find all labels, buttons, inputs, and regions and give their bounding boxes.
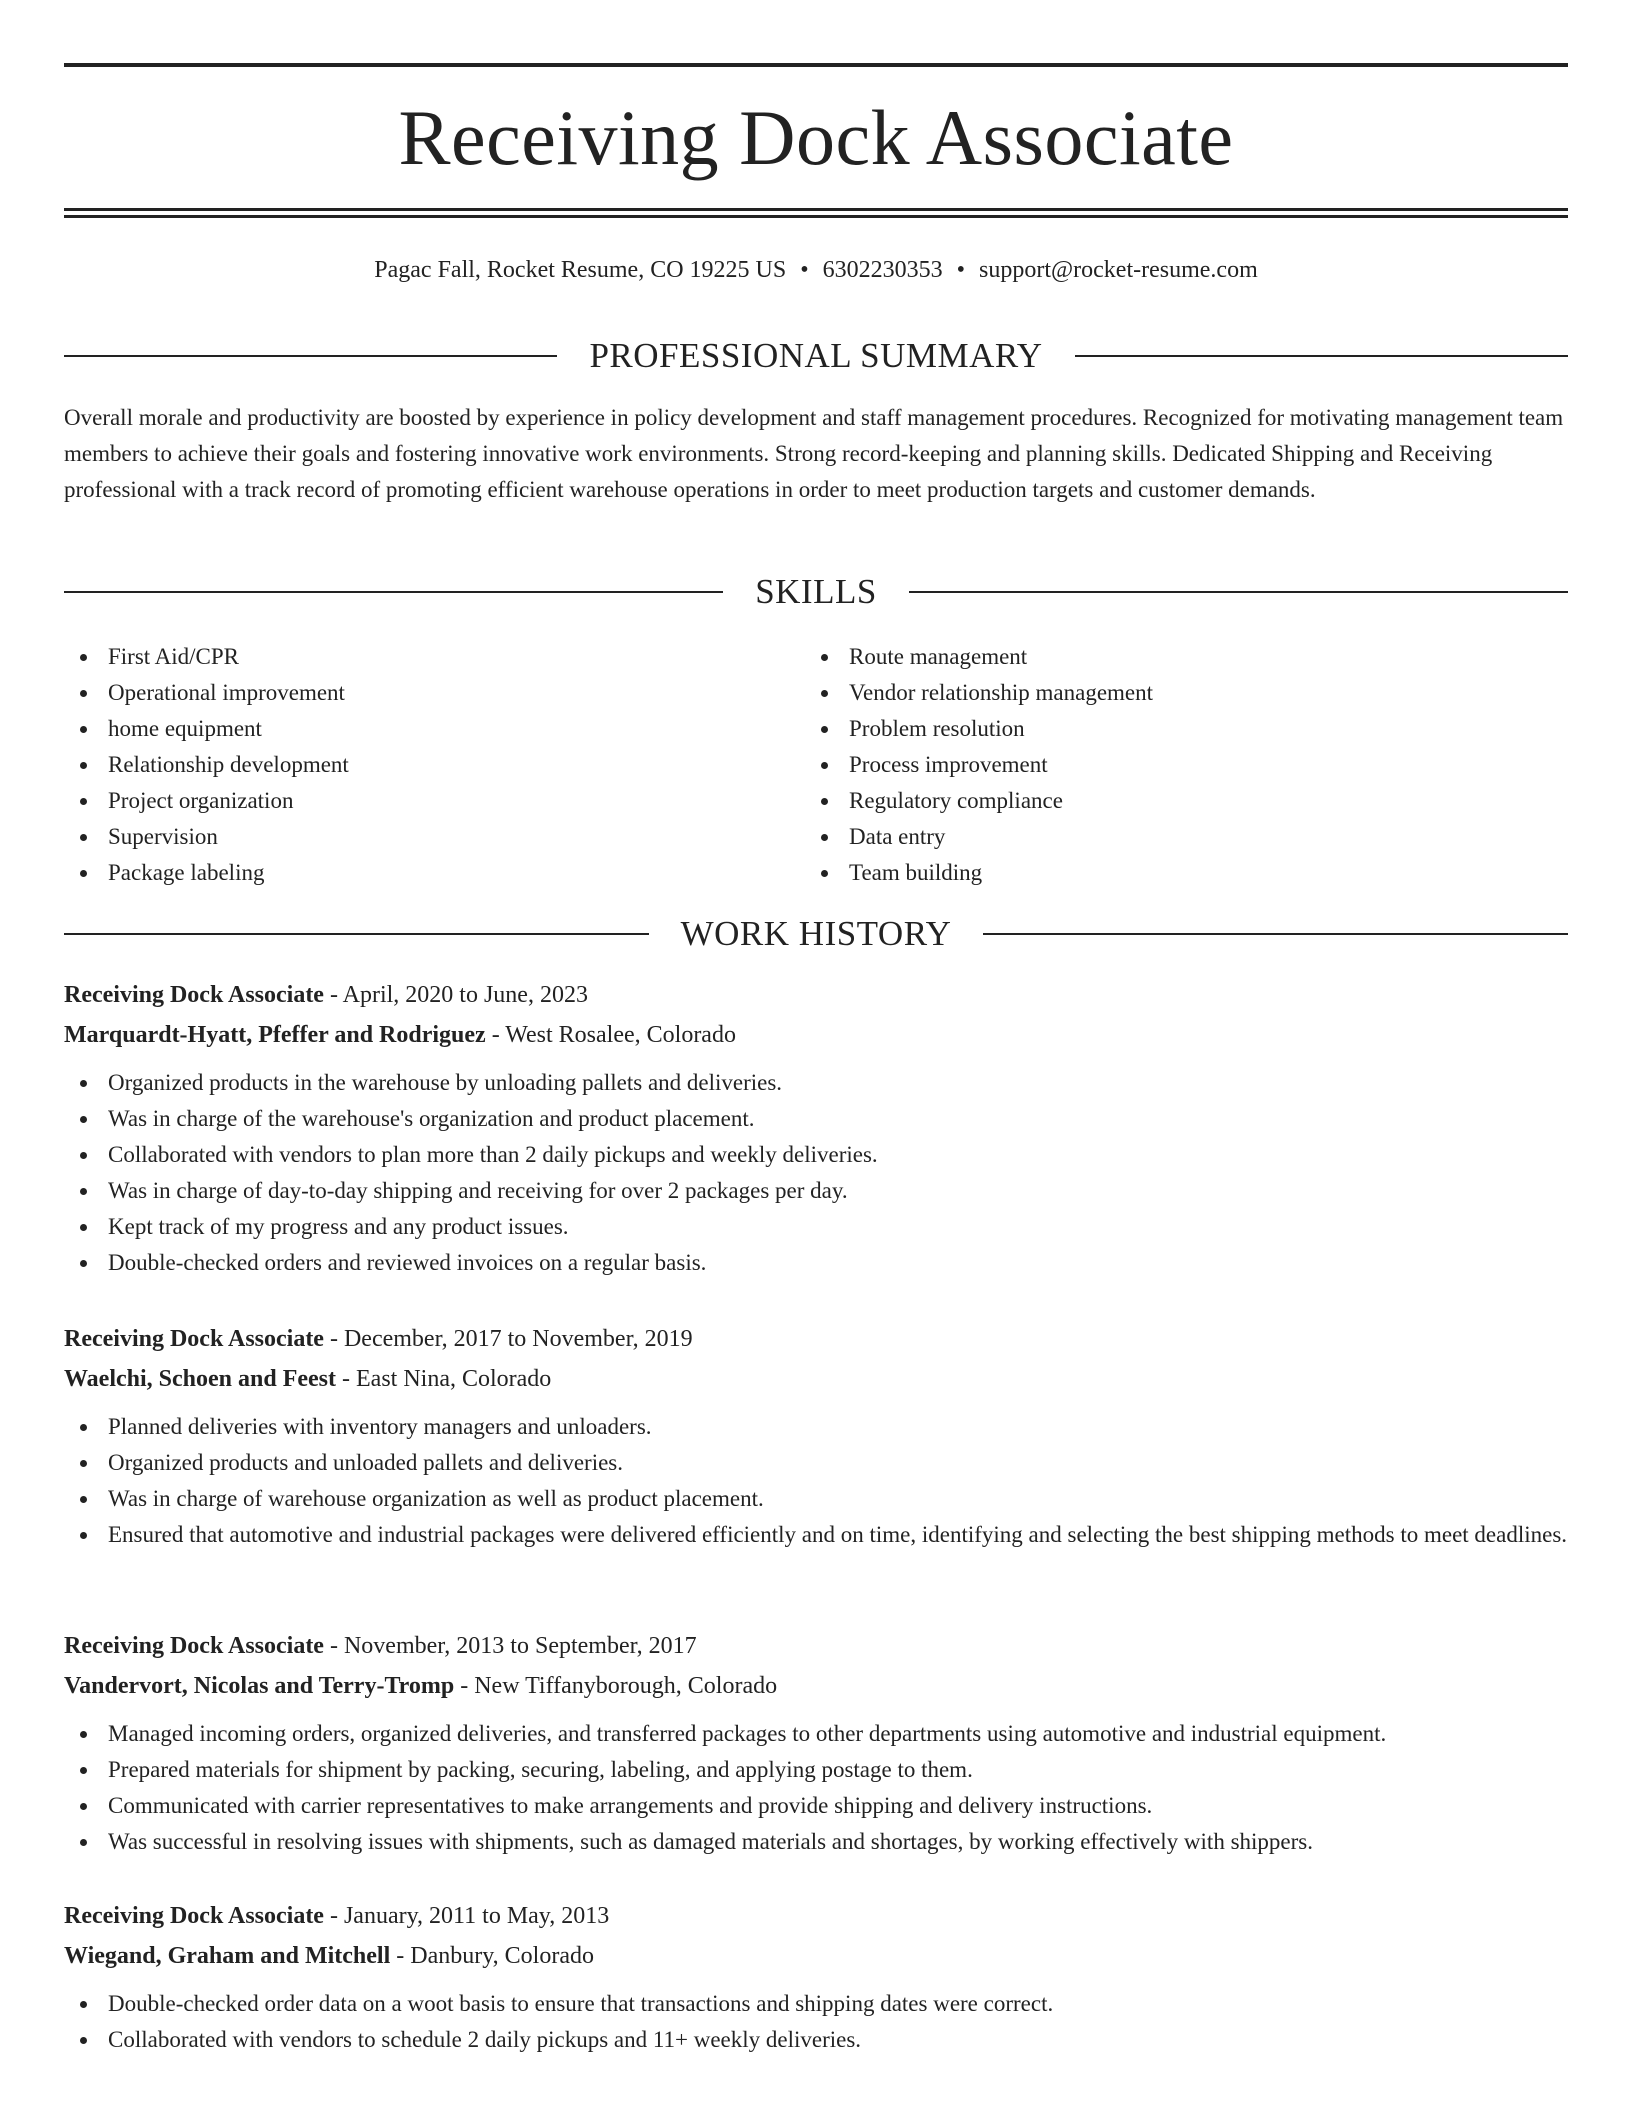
job-company-line xyxy=(64,1666,1568,1706)
job-location: - Danbury, Colorado xyxy=(390,1943,594,1969)
contact-separator: • xyxy=(800,257,809,283)
job-duties xyxy=(64,1065,1568,1281)
header-double-rule-lower xyxy=(64,215,1568,218)
job-dates: - January, 2011 to May, 2013 xyxy=(323,1903,610,1929)
job-duties xyxy=(64,1716,1568,1860)
job-location: - New Tiffanyborough, Colorado xyxy=(454,1673,778,1699)
skills-heading-label: SKILLS xyxy=(755,572,877,611)
heading-rule-left xyxy=(64,933,649,935)
job-company: Waelchi, Schoen and Feest xyxy=(64,1366,337,1392)
contact-address: Pagac Fall, Rocket Resume, CO 19225 US xyxy=(374,257,787,283)
job-dates: - November, 2013 to September, 2017 xyxy=(323,1633,697,1659)
skill-item: Operational improvement xyxy=(64,675,764,711)
duty-item: Collaborated with vendors to schedule 2 daily pickups and 11+ weekly deliveries. xyxy=(64,2022,1568,2058)
duty-item: Prepared materials for shipment by packing, securing, labeling, and applying postage to them. xyxy=(64,1752,1568,1788)
job-location: - West Rosalee, Colorado xyxy=(485,1022,736,1048)
top-rule xyxy=(64,63,1568,67)
skill-item: Relationship development xyxy=(64,747,764,783)
job-company-line xyxy=(64,1936,1568,1976)
skill-item: Vendor relationship management xyxy=(805,675,1505,711)
job-title: Receiving Dock Associate xyxy=(64,982,324,1008)
skill-item: Project organization xyxy=(64,783,764,819)
duty-item: Collaborated with vendors to plan more than 2 daily pickups and weekly deliveries. xyxy=(64,1137,1568,1173)
contact-line xyxy=(64,254,1568,286)
job-title-line xyxy=(64,1626,1568,1666)
job-dates: - December, 2017 to November, 2019 xyxy=(323,1326,693,1352)
summary-text: Overall morale and productivity are boosted by experience in policy development and staff management procedures. Recognized for motivating management team members to achieve their goals and fostering innovative work environments. Strong record-keeping and planning skills. Dedicated Shipping and Receiving professional with a track record of promoting efficient warehouse operations in order to meet production targets and customer demands. xyxy=(64,405,1564,502)
heading-rule-right xyxy=(983,933,1568,935)
duty-item: Managed incoming orders, organized deliveries, and transferred packages to other departments using automotive and industrial equipment. xyxy=(64,1716,1568,1752)
job-title: Receiving Dock Associate xyxy=(64,1326,324,1352)
work-heading-label: WORK HISTORY xyxy=(680,914,952,953)
skills-list-left xyxy=(64,639,764,891)
work-heading xyxy=(64,914,1568,954)
duty-item: Was in charge of warehouse organization as well as product placement. xyxy=(64,1481,1568,1517)
job-entry xyxy=(64,1896,1568,2058)
heading-rule-left xyxy=(64,591,723,593)
header-double-rule-upper xyxy=(64,208,1568,211)
job-title-line xyxy=(64,1319,1568,1359)
summary-heading-label: PROFESSIONAL SUMMARY xyxy=(589,336,1043,375)
job-company: Wiegand, Graham and Mitchell xyxy=(64,1943,391,1969)
job-dates: - April, 2020 to June, 2023 xyxy=(323,982,588,1008)
skill-item: Data entry xyxy=(805,819,1505,855)
job-entry xyxy=(64,1319,1568,1553)
heading-rule-right xyxy=(1075,355,1568,357)
skill-item: Package labeling xyxy=(64,855,764,891)
duty-item: Was successful in resolving issues with shipments, such as damaged materials and shortages, by working effectively with shippers. xyxy=(64,1824,1568,1860)
duty-item: Double-checked order data on a woot basis to ensure that transactions and shipping dates were correct. xyxy=(64,1986,1568,2022)
skill-item: Regulatory compliance xyxy=(805,783,1505,819)
job-location: - East Nina, Colorado xyxy=(336,1366,552,1392)
duty-item: Double-checked orders and reviewed invoices on a regular basis. xyxy=(64,1245,1568,1281)
job-duties xyxy=(64,1986,1568,2058)
skill-item: Team building xyxy=(805,855,1505,891)
duty-item: Was in charge of day-to-day shipping and receiving for over 2 packages per day. xyxy=(64,1173,1568,1209)
job-title-line xyxy=(64,1896,1568,1936)
job-duties xyxy=(64,1409,1568,1553)
duty-item: Ensured that automotive and industrial packages were delivered efficiently and on time, identifying and selecting the best shipping methods to meet deadlines. xyxy=(64,1517,1568,1553)
skills-heading xyxy=(64,572,1568,612)
heading-rule-left xyxy=(64,355,557,357)
duty-item: Organized products in the warehouse by unloading pallets and deliveries. xyxy=(64,1065,1568,1101)
skill-item: Problem resolution xyxy=(805,711,1505,747)
resume-name: Receiving Dock Associate xyxy=(398,94,1234,181)
skills-list-right xyxy=(805,639,1505,891)
job-entry xyxy=(64,1626,1568,1860)
duty-item: Kept track of my progress and any product issues. xyxy=(64,1209,1568,1245)
skill-item: Process improvement xyxy=(805,747,1505,783)
job-company: Marquardt-Hyatt, Pfeffer and Rodriguez xyxy=(64,1022,486,1048)
skill-item: First Aid/CPR xyxy=(64,639,764,675)
duty-item: Was in charge of the warehouse's organization and product placement. xyxy=(64,1101,1568,1137)
duty-item: Organized products and unloaded pallets and deliveries. xyxy=(64,1445,1568,1481)
job-title: Receiving Dock Associate xyxy=(64,1903,324,1929)
skill-item: Supervision xyxy=(64,819,764,855)
job-company: Vandervort, Nicolas and Terry-Tromp xyxy=(64,1673,455,1699)
job-entry xyxy=(64,975,1568,1281)
job-company-line xyxy=(64,1359,1568,1399)
job-company-line xyxy=(64,1015,1568,1055)
duty-item: Communicated with carrier representatives to make arrangements and provide shipping and delivery instructions. xyxy=(64,1788,1568,1824)
contact-email: support@rocket-resume.com xyxy=(979,257,1258,283)
summary-heading xyxy=(64,336,1568,376)
heading-rule-right xyxy=(909,591,1568,593)
skill-item: home equipment xyxy=(64,711,764,747)
duty-item: Planned deliveries with inventory managers and unloaders. xyxy=(64,1409,1568,1445)
contact-separator: • xyxy=(956,257,966,283)
skill-item: Route management xyxy=(805,639,1505,675)
contact-phone: 6302230353 xyxy=(822,257,943,283)
job-title: Receiving Dock Associate xyxy=(64,1633,324,1659)
job-title-line xyxy=(64,975,1568,1015)
